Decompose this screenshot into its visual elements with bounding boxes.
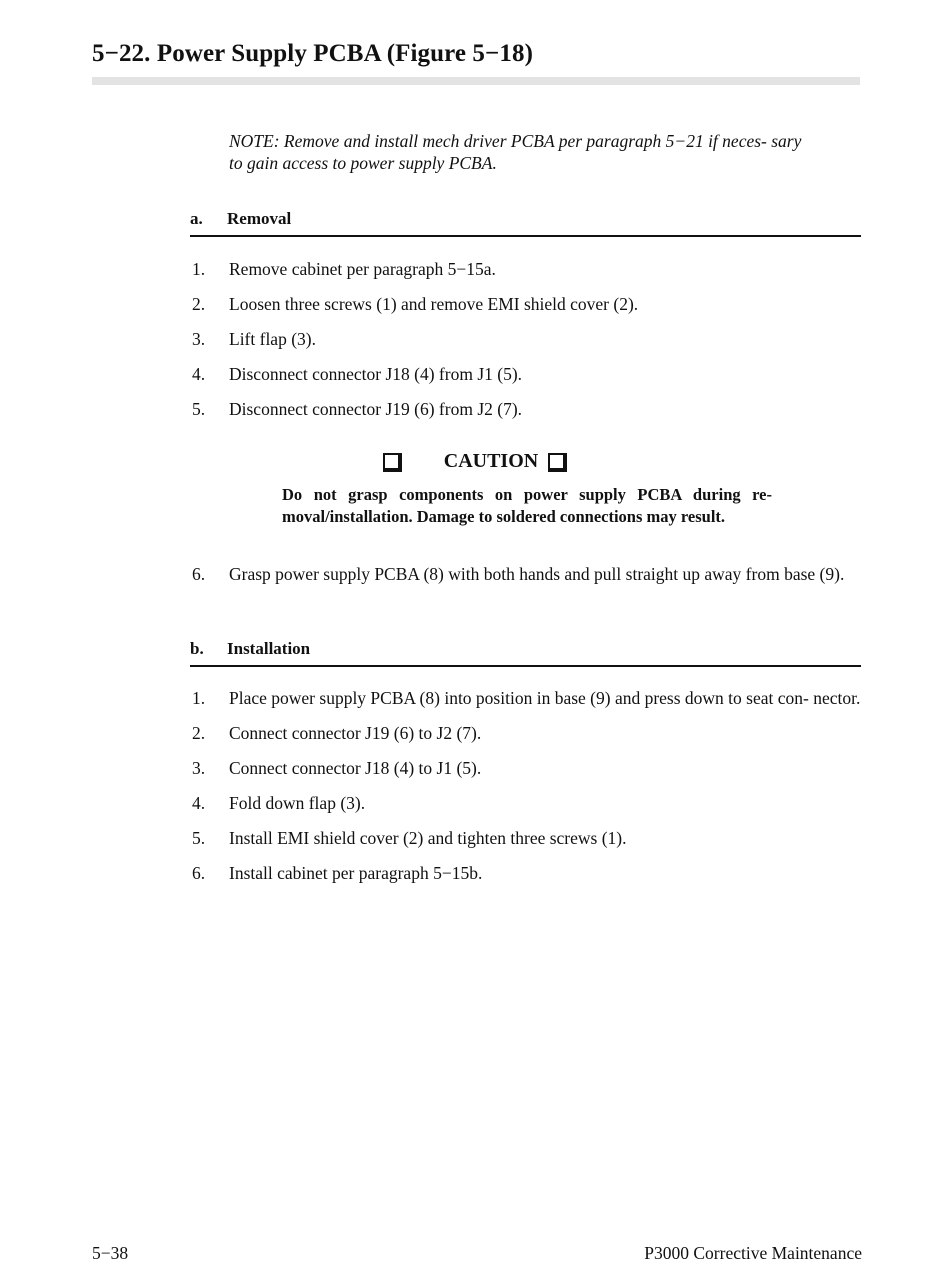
manual-title: P3000 Corrective Maintenance	[644, 1243, 862, 1263]
removal-steps-list	[190, 258, 863, 433]
section-label: Removal	[227, 209, 292, 228]
step-text: Install cabinet per paragraph 5−15b.	[229, 863, 483, 883]
page-number: 5−38	[92, 1243, 129, 1263]
step-text: Grasp power supply PCBA (8) with both hands and pull straight up away from base (9).	[229, 564, 845, 584]
list-item	[190, 792, 863, 814]
section-heading-removal	[190, 209, 861, 237]
list-item	[190, 363, 863, 385]
section-label: Installation	[227, 639, 311, 658]
list-item	[190, 328, 863, 350]
section-heading-installation	[190, 639, 861, 667]
step-number: 6.	[192, 863, 206, 883]
step-text: Connect connector J19 (6) to J2 (7).	[229, 723, 482, 743]
step-text: Lift flap (3).	[229, 329, 316, 349]
list-item	[190, 827, 863, 849]
page-title: 5−22. Power Supply PCBA (Figure 5−18)	[92, 40, 534, 67]
step-number: 6.	[192, 564, 206, 584]
caution-text: Do not grasp components on power supply PCBA during re- moval/installation. Damage to soldered connections may result.	[282, 485, 772, 526]
removal-steps-list-continued	[190, 563, 863, 598]
step-number: 3.	[192, 758, 206, 778]
step-number: 1.	[192, 688, 206, 708]
checkbox-square-icon	[548, 453, 567, 472]
caution-label: CAUTION	[443, 450, 539, 472]
list-item	[190, 722, 863, 744]
step-text: Fold down flap (3).	[229, 793, 366, 813]
step-text: Connect connector J18 (4) to J1 (5).	[229, 758, 482, 778]
step-number: 5.	[192, 399, 206, 419]
step-number: 4.	[192, 364, 206, 384]
step-text: Install EMI shield cover (2) and tighten three screws (1).	[229, 828, 627, 848]
list-item	[190, 258, 863, 280]
list-item	[190, 398, 863, 420]
step-number: 3.	[192, 329, 206, 349]
list-item	[190, 293, 863, 315]
list-item	[190, 862, 863, 884]
list-item	[190, 687, 863, 709]
step-text: Disconnect connector J19 (6) from J2 (7).	[229, 399, 523, 419]
checkbox-square-icon	[383, 453, 402, 472]
note-text: NOTE: Remove and install mech driver PCBA per paragraph 5−21 if neces- sary to gain access to power supply PCBA.	[229, 131, 802, 173]
step-number: 5.	[192, 828, 206, 848]
step-text: Remove cabinet per paragraph 5−15a.	[229, 259, 496, 279]
step-number: 1.	[192, 259, 206, 279]
step-text: Place power supply PCBA (8) into position in base (9) and press down to seat con- nector.	[229, 688, 861, 708]
title-underline-bar	[92, 77, 860, 85]
list-item	[190, 757, 863, 779]
list-item	[190, 563, 863, 585]
section-letter: a.	[190, 209, 203, 228]
step-text: Loosen three screws (1) and remove EMI shield cover (2).	[229, 294, 639, 314]
step-text: Disconnect connector J18 (4) from J1 (5).	[229, 364, 523, 384]
section-letter: b.	[190, 639, 204, 658]
step-number: 2.	[192, 294, 206, 314]
installation-steps-list	[190, 687, 863, 897]
step-number: 4.	[192, 793, 206, 813]
caution-heading	[0, 450, 950, 473]
step-number: 2.	[192, 723, 206, 743]
